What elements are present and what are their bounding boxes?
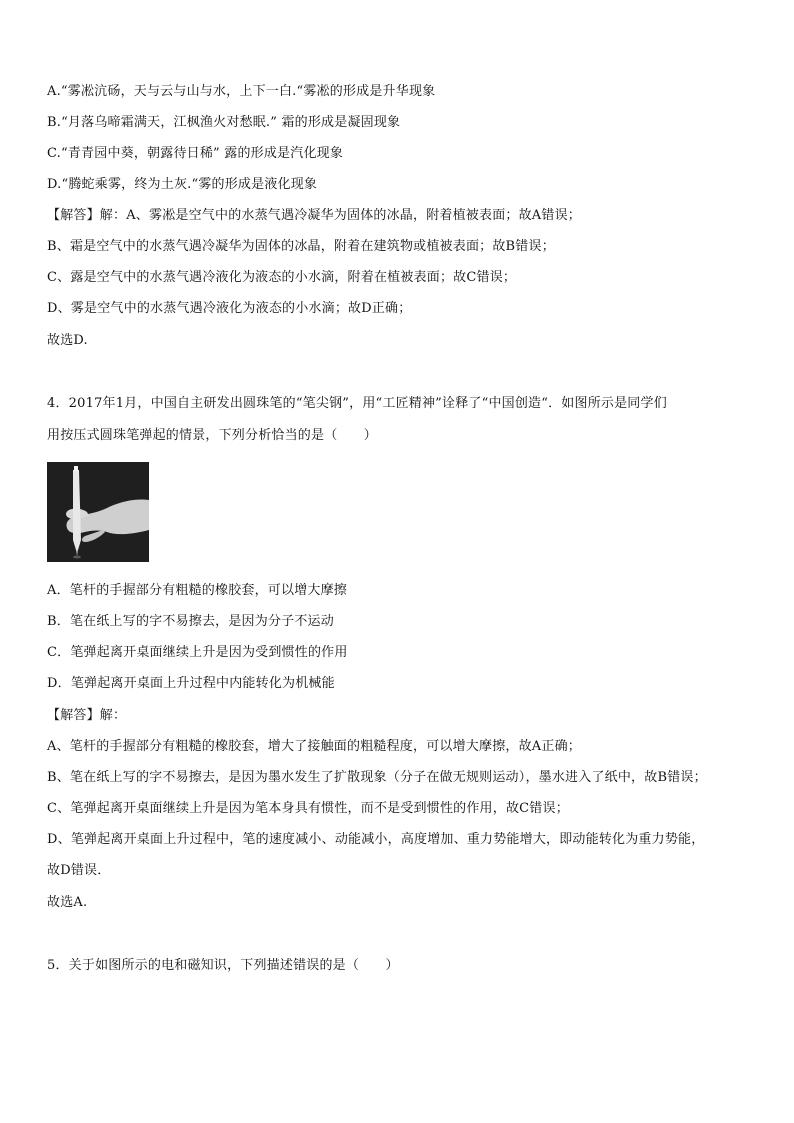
q3-answer-c: C、露是空气中的水蒸气遇冷液化为液态的小水滴，附着在植被表面；故C错误； bbox=[47, 270, 517, 285]
q4-stem-line2: 用按压式圆珠笔弹起的情景，下列分析恰当的是（ ） bbox=[47, 428, 378, 443]
q3-option-a: A.“雾凇沆砀，天与云与山与水，上下一白.“雾凇的形成是升华现象 bbox=[47, 84, 436, 99]
q4-option-d: D．笔弹起离开桌面上升过程中内能转化为机械能 bbox=[47, 676, 335, 691]
q4-answer-d-line1: D、笔弹起离开桌面上升过程中，笔的速度减小、动能减小，高度增加、重力势能增大，即动能转化为重力势能， bbox=[47, 832, 705, 847]
q4-answer-a: A、笔杆的手握部分有粗糙的橡胶套，增大了接触面的粗糙程度，可以增大摩擦，故A正确； bbox=[47, 739, 581, 754]
q4-option-a: A．笔杆的手握部分有粗糙的橡胶套，可以增大摩擦 bbox=[47, 583, 347, 598]
q4-option-c: C．笔弹起离开桌面继续上升是因为受到惯性的作用 bbox=[47, 645, 348, 660]
q3-option-d: D.“腾蛇乘雾，终为土灰.“雾的形成是液化现象 bbox=[47, 177, 318, 192]
q3-option-b: B.“月落乌啼霜满天，江枫渔火对愁眠.” 霜的形成是凝固现象 bbox=[47, 115, 401, 130]
pen-in-hand-photo bbox=[47, 462, 149, 562]
q3-answer-d: D、雾是空气中的水蒸气遇冷液化为液态的小水滴；故D正确； bbox=[47, 301, 412, 316]
q4-option-b: B．笔在纸上写的字不易擦去，是因为分子不运动 bbox=[47, 614, 334, 629]
q4-answer-b: B、笔在纸上写的字不易擦去，是因为墨水发生了扩散现象（分子在做无规则运动），墨水进入了纸中，故B错误； bbox=[47, 770, 707, 785]
q3-option-c: C.“青青园中葵，朝露待日稀” 露的形成是汽化现象 bbox=[47, 146, 344, 161]
q4-answer-intro: 【解答】解： bbox=[47, 708, 127, 723]
q5-stem: 5．关于如图所示的电和磁知识，下列描述错误的是（ ） bbox=[47, 958, 399, 973]
q3-answer-intro: 【解答】解：A、雾凇是空气中的水蒸气遇冷凝华为固体的冰晶，附着植被表面；故A错误； bbox=[47, 208, 581, 223]
q3-conclusion: 故选D. bbox=[47, 333, 88, 348]
q4-conclusion: 故选A. bbox=[47, 895, 88, 910]
q4-answer-c: C、笔弹起离开桌面继续上升是因为笔本身具有惯性，而不是受到惯性的作用，故C错误； bbox=[47, 801, 569, 816]
q4-stem-line1: 4．2017年1月，中国自主研发出圆珠笔的“笔尖钢”，用“工匠精神”诠释了“中国创造“．如图所示是同学们 bbox=[47, 396, 667, 411]
q4-answer-d-line2: 故D错误． bbox=[47, 863, 111, 878]
q3-answer-b: B、霜是空气中的水蒸气遇冷凝华为固体的冰晶，附着在建筑物或植被表面；故B错误； bbox=[47, 239, 555, 254]
